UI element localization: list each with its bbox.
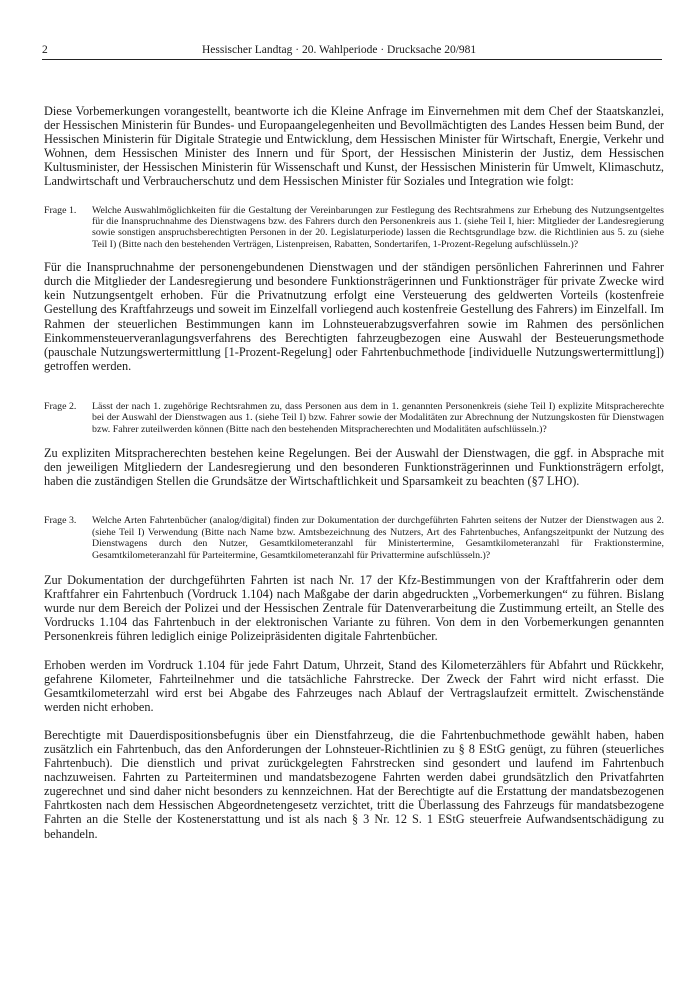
intro-paragraph: Diese Vorbemerkungen vorangestellt, beantworte ich die Kleine Anfrage im Einvernehmen mit dem Chef der Staatskanzlei, der Hessischen Ministerin für Bundes- und Europaangelegenheiten und Bevollmächtigten des Landes Hessen beim Bund, der Hessischen Ministerin für Digitale Strategie und Entwicklung, dem Hessischen Minister für Wirtschaft, Energie, Verkehr und Wohnen, dem Hessischen Minister des Innern und für Sport, der Hessischen Ministerin der Justiz, dem Hessischen Kultusminister, der Hessischen Ministerin für Wissenschaft und Kunst, der Hessischen Ministerin für Umwelt, Klimaschutz, Landwirtschaft und Verbraucherschutz und dem Hessischen Minister für Soziales und Integration wie folgt: (44, 104, 664, 189)
question-label: Frage 1. (44, 204, 77, 216)
answer-2-paragraph-1: Zu expliziten Mitspracherechten bestehen keine Regelungen. Bei der Auswahl der Dienstwagen, die ggf. in Absprache mit den jeweiligen Mitgliedern der Landesregierung und den besonderen Funktionsträgerinnen und Funktionsträgern erfolgt, haben die zuständigen Stellen die Grundsätze der Wirtschaftlichkeit und Sparsamkeit zu beachten (§7 LHO). (44, 446, 664, 489)
question-1 (44, 205, 664, 251)
page-header (42, 43, 662, 60)
question-text: Welche Auswahlmöglichkeiten für die Gestaltung der Vereinbarungen zur Festlegung des Rechtsrahmens zur Erhebung des Nutzungsentgeltes für die Inanspruchnahme des Dienstwagens bzw. des Fahrers durch den Personenkreis aus 1. (siehe Teil I, hier: Mitglieder der Landesregierung sowie sonstigen anspruchsberechtigten Personen in der 20. Legislaturperiode) lassen die Rechtsgrundlage bzw. die Richtlinien aus 5. zu (siehe Teil I) (Bitte nach den bestehenden Verträgen, Listenpreisen, Rabatten, Sondertarifen, 1-Prozent-Regelung aufschlüsseln.)? (92, 204, 664, 250)
question-text: Lässt der nach 1. zugehörige Rechtsrahmen zu, dass Personen aus dem in 1. genannten Personenkreis (siehe Teil I) explizite Mitspracherechte bei der Auswahl der Dienstwagen aus 1. (siehe Teil I) bzw. Fahrer sowie der Modalitäten zur Abrechnung der Nutzungskosten für Dienstwagen bzw. Fahrer zuteilwerden können (Bitte nach den bestehenden Mitspracherechten und Modalitäten aufschlüsseln.)? (92, 400, 664, 435)
answer-3-paragraph-2: Erhoben werden im Vordruck 1.104 für jede Fahrt Datum, Uhrzeit, Stand des Kilometerzählers für Abfahrt und Rückkehr, gefahrene Kilometer, Fahrteilnehmer und die tatsächliche Fahrstrecke. Der Zweck der Fahrt wird nicht erfasst. Die Gesamtkilometerzahl wird erst bei Abgabe des Fahrzeuges nach Ablauf der Vertragslaufzeit ermittelt. Zwischenstände werden nicht erhoben. (44, 657, 664, 714)
document-body (44, 104, 664, 841)
answer-1-paragraph-1: Für die Inanspruchnahme der personengebundenen Dienstwagen und der ständigen persönlichen Fahrerinnen und Fahrer durch die Mitglieder der Landesregierung und besondere Funktionsträgerinnen und Funktionsträger für private Zwecke wird kein Nutzungsentgelt erhoben. Für die Privatnutzung erfolgt eine Versteuerung des geldwerten Vorteils (kostenfreie Gestellung des Kraftfahrzeugs und soweit im Einzelfall vorliegend auch kostenfreie Gestellung des Fahrers) im Einzelfall. Im Rahmen der steuerlichen Bestimmungen kann im Lohnsteuerabzugsverfahren sowie im Rahmen des persönlichen Einkommensteuerveranlagungsverfahrens des Berechtigten fahrzeugbezogen eine Auswahl der Besteuerungsmethode (pauschale Nutzungswertermittlung [1-Prozent-Regelung] oder Fahrtenbuchmethode [individuelle Nutzungswertermittlung]) getroffen werden. (44, 260, 664, 373)
question-label: Frage 3. (44, 515, 77, 527)
question-3 (44, 515, 664, 561)
answer-3-paragraph-3: Berechtigte mit Dauerdispositionsbefugnis über ein Dienstfahrzeug, die die Fahrtenbuchmethode gewählt haben, haben zusätzlich ein Fahrtenbuch, das den Anforderungen der Lohnsteuer-Richtlinien zu § 8 EStG genügt, zu führen (steuerliches Fahrtenbuch). Die dienstlich und privat zurückgelegten Fahrstrecken sind gesondert und laufend im Fahrtenbuch nachzuweisen. Fahrten zu Parteiterminen und mandatsbezogene Fahrten werden dabei grundsätzlich den Privatfahrten zugerechnet und sind daher nicht besonders zu kennzeichnen. Hat der Berechtigte auf die Erstattung der mandatsbezogenen Fahrtkosten nach dem Hessischen Abgeordnetengesetz verzichtet, tritt die Überlassung des Fahrzeugs für mandatsbezogene Fahrten an die Stelle der Kostenerstattung und ist als nach § 3 Nr. 12 S. 1 EStG steuerfreie Aufwandsentschädigung zu behandeln. (44, 727, 664, 841)
answer-3-paragraph-1: Zur Dokumentation der durchgeführten Fahrten ist nach Nr. 17 der Kfz-Bestimmungen von der Kraftfahrerin oder dem Kraftfahrer ein Fahrtenbuch (Vordruck 1.104) nach Maßgabe der darin abgedruckten „Vorbemerkungen“ zu führen. Bislang wurde nur dem Bereich der Polizei und der Hessischen Zentrale für Datenverarbeitung die Zustimmung erteilt, an Stelle des Vordrucks 1.104 das Fahrtenbuch in der elektronischen Variante zu führen. Von dem in den Vorbemerkungen genannten Personenkreis führen lediglich einige Polizeipräsidenten digitale Fahrtenbücher. (44, 573, 664, 644)
running-head: Hessischer Landtag · 20. Wahlperiode · Drucksache 20/981 (202, 44, 477, 56)
page-number: 2 (42, 44, 48, 56)
question-text: Welche Arten Fahrtenbücher (analog/digital) finden zur Dokumentation der durchgeführten Fahrten seitens der Nutzer der Dienstwagen aus 2. (siehe Teil I) Verwendung (Bitte nach Name bzw. Amtsbezeichnung des Nutzers, Art des Fahrtenbuches, Anfangszeitpunkt der Nutzung des Dienstwagens durch den Nutzer, Gesamtkilometeranzahl für Ministertermine, Gesamtkilometeranzahl für Fraktionstermine, Gesamtkilometeranzahl für Parteitermine, Gesamtkilometeranzahl für Privattermine aufschlüsseln.)? (92, 515, 664, 561)
question-2 (44, 401, 664, 435)
question-label: Frage 2. (44, 400, 77, 412)
